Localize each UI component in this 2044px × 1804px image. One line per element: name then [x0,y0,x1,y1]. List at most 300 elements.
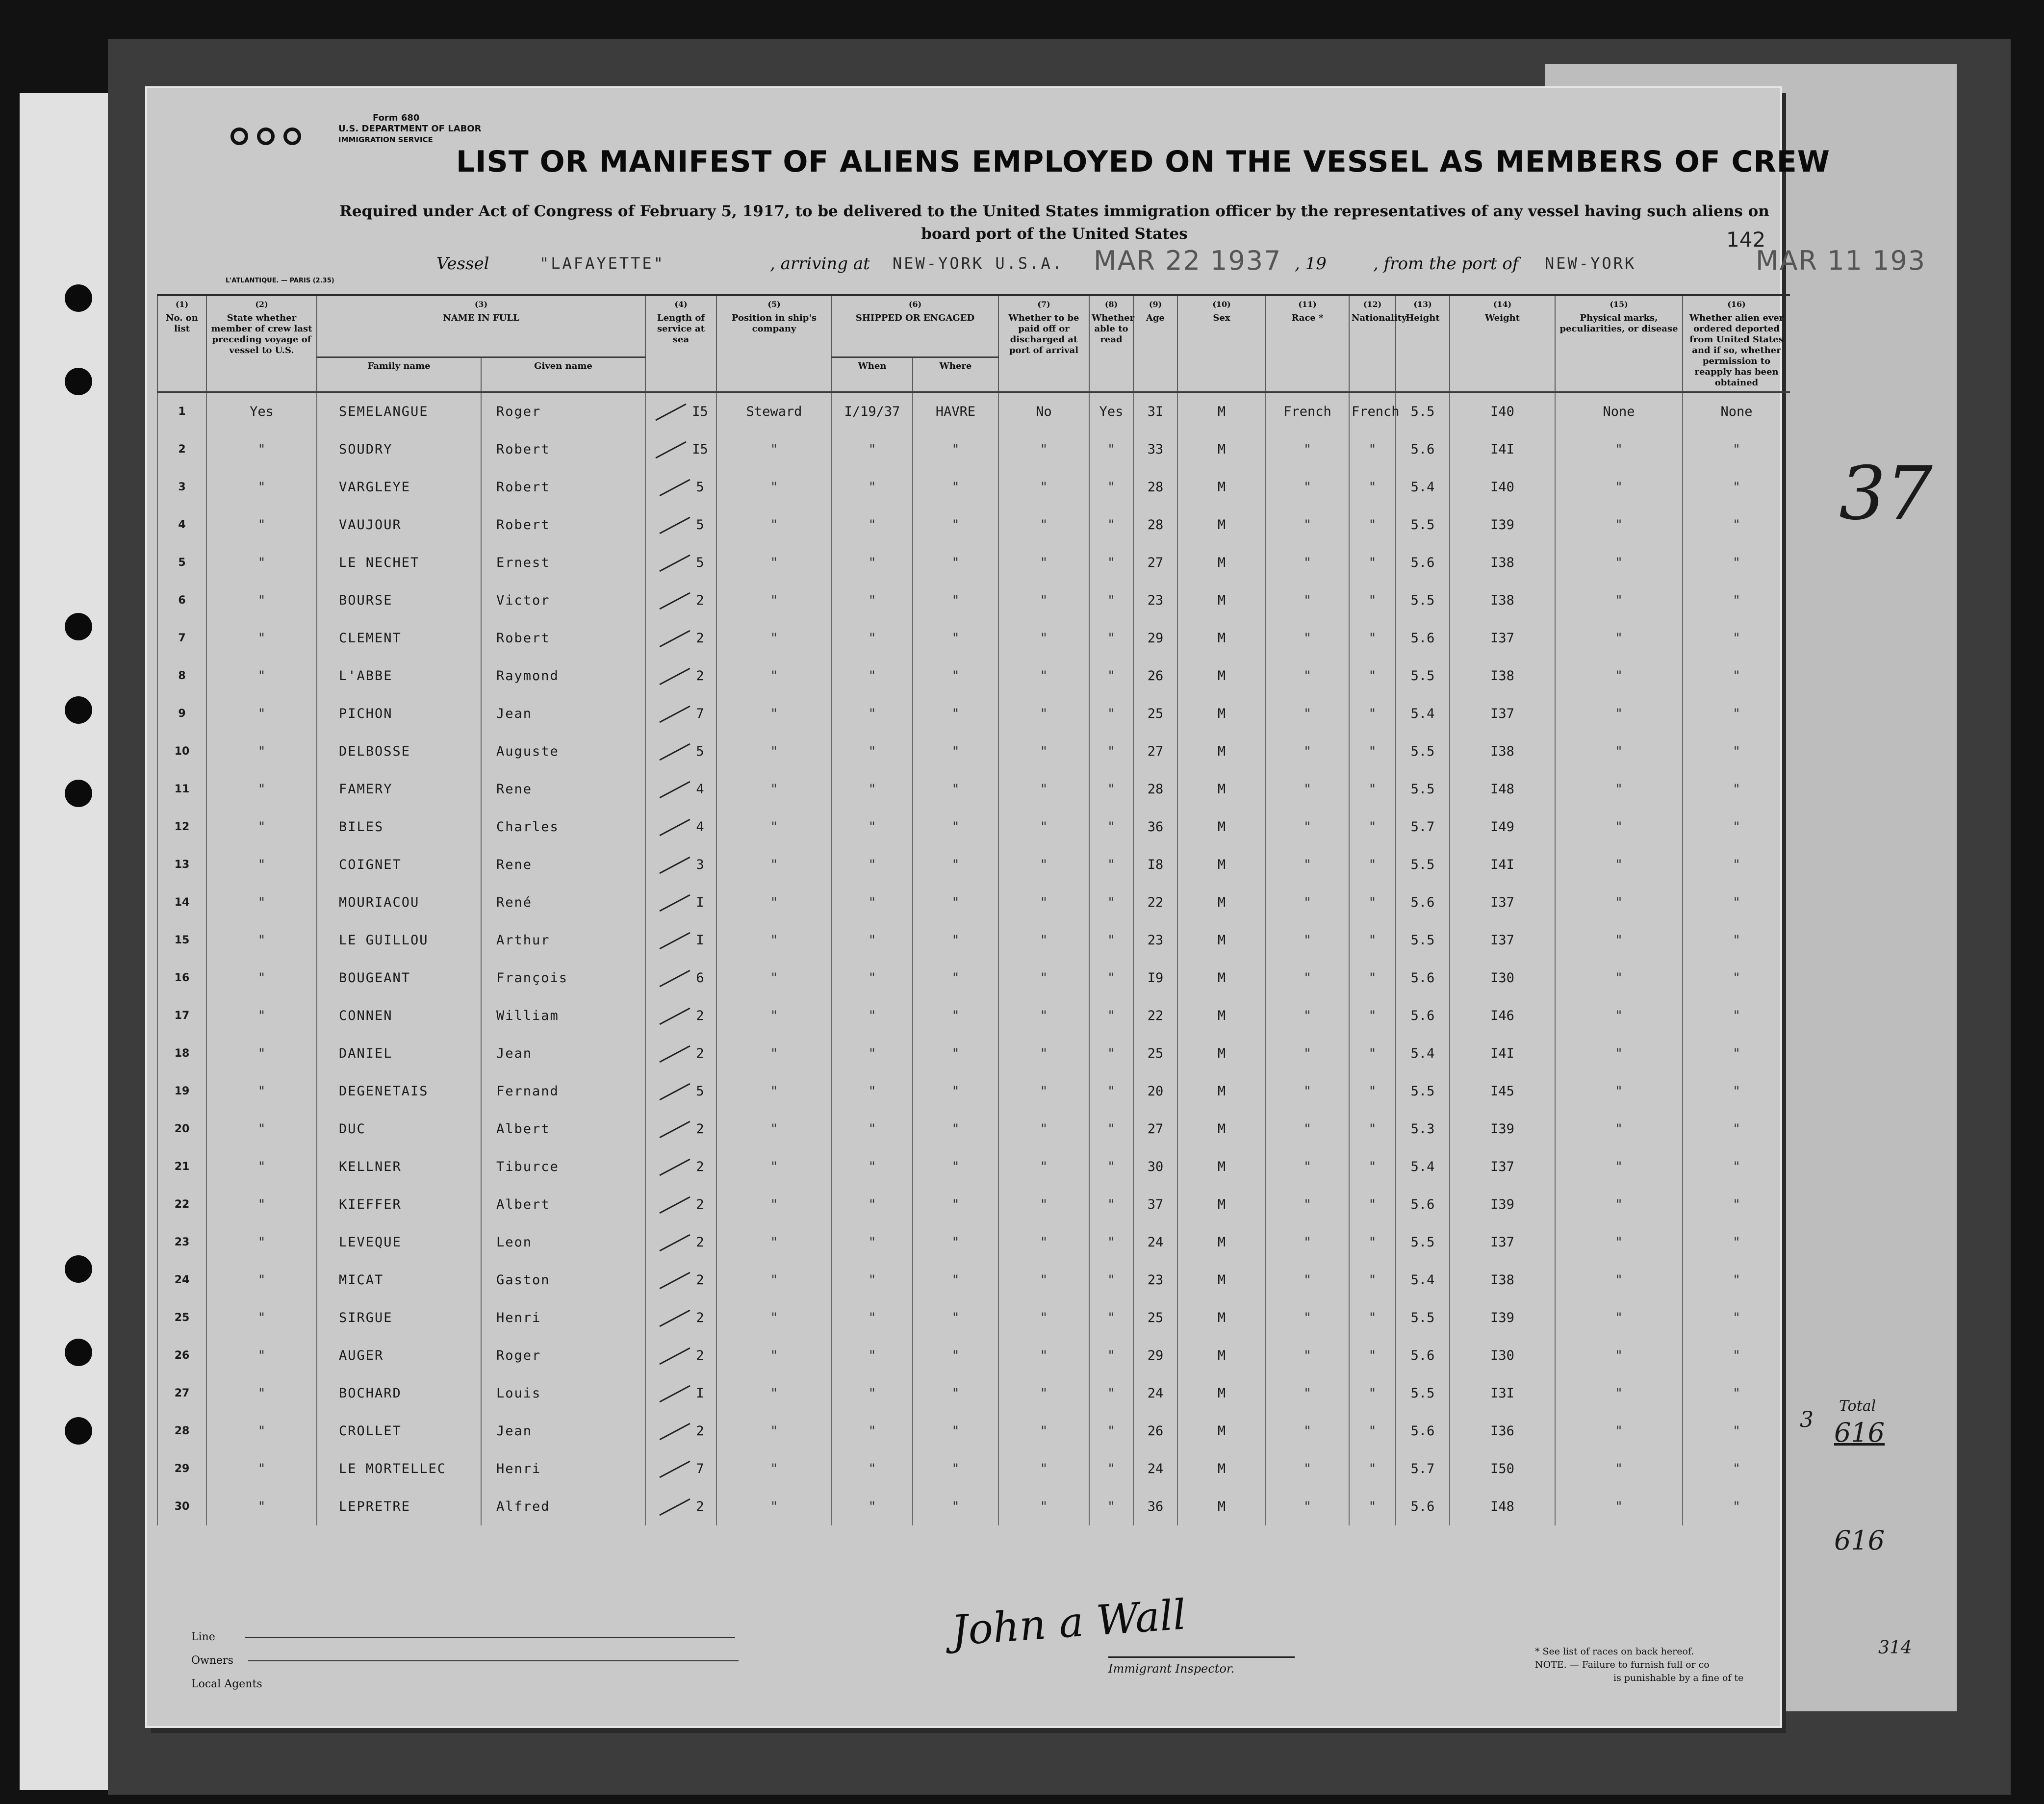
position-cell: " [716,1035,832,1072]
deported-cell: " [1683,1223,1790,1261]
shipped-where-cell: " [913,544,998,582]
weight-cell: I30 [1450,959,1555,997]
checkmark-icon [660,706,690,723]
age-cell: 37 [1133,1186,1177,1223]
physical-marks-cell: " [1555,997,1683,1035]
row-number: 9 [157,695,206,733]
checkmark-icon [660,630,690,648]
weight-cell: I4I [1450,431,1555,468]
paid-off-cell: " [998,1223,1089,1261]
physical-marks-cell: " [1555,1488,1683,1525]
family-name-cell: SEMELANGUE [317,392,481,431]
row-number: 29 [157,1450,206,1488]
family-name-cell: CLEMENT [317,619,481,657]
deported-cell: " [1683,1488,1790,1525]
shipped-when-cell: " [832,468,913,506]
shipped-when-cell: " [832,1488,913,1525]
shipped-where-cell: " [913,1374,998,1412]
weight-cell: I38 [1450,544,1555,582]
family-name-cell: LE NECHET [317,544,481,582]
previous-voyage-cell: " [206,959,317,997]
previous-voyage-cell: " [206,1261,317,1299]
family-name-cell: LEVEQUE [317,1223,481,1261]
height-cell: 5.5 [1396,1299,1450,1337]
height-cell: 5.7 [1396,1450,1450,1488]
height-cell: 5.4 [1396,695,1450,733]
punch-hole [65,1417,92,1445]
able-to-read-cell: " [1089,1450,1133,1488]
nationality-cell: " [1349,1110,1396,1148]
given-name-cell: William [481,997,645,1035]
service-length-value: 2 [696,1235,704,1250]
table-row [157,1072,1790,1110]
previous-voyage-cell: " [206,1450,317,1488]
row-number: 26 [157,1337,206,1374]
table-row [157,1223,1790,1261]
able-to-read-cell: " [1089,959,1133,997]
line-field: Line [191,1626,739,1649]
position-cell: " [716,1412,832,1450]
previous-voyage-cell: " [206,1488,317,1525]
table-row [157,619,1790,657]
nationality-cell: " [1349,1148,1396,1186]
age-cell: 28 [1133,506,1177,544]
height-cell: 5.5 [1396,1374,1450,1412]
sex-cell: M [1177,1450,1266,1488]
checkmark-icon [660,1461,690,1478]
able-to-read-cell: " [1089,1223,1133,1261]
col-where-header: Where [913,357,998,392]
punch-hole [65,1339,92,1366]
service-length-value: 2 [696,1423,704,1439]
paid-off-cell: " [998,997,1089,1035]
age-cell: I8 [1133,846,1177,884]
shipped-where-cell: " [913,1148,998,1186]
table-row [157,733,1790,770]
sex-cell: M [1177,1110,1266,1148]
service-length-value: 2 [696,1046,704,1061]
physical-marks-cell: " [1555,695,1683,733]
height-cell: 5.4 [1396,1148,1450,1186]
weight-cell: I50 [1450,1450,1555,1488]
previous-voyage-cell: " [206,1148,317,1186]
height-cell: 5.6 [1396,1186,1450,1223]
family-name-cell: COIGNET [317,846,481,884]
race-cell: " [1266,1223,1349,1261]
sex-cell: M [1177,1148,1266,1186]
col-sex-header: (10) Sex [1177,295,1266,392]
paid-off-cell: " [998,657,1089,695]
race-cell: " [1266,431,1349,468]
physical-marks-cell: " [1555,1072,1683,1110]
shipped-where-cell: " [913,1223,998,1261]
height-cell: 5.6 [1396,1412,1450,1450]
race-cell: " [1266,959,1349,997]
sex-cell: M [1177,544,1266,582]
deported-cell: " [1683,921,1790,959]
margin-note-big: 37 [1839,451,1933,536]
col-service-header: (4) Length of service at sea [645,295,716,392]
weight-cell: I4I [1450,1035,1555,1072]
service-length-cell [645,544,716,582]
race-cell: " [1266,1450,1349,1488]
nationality-cell: " [1349,695,1396,733]
service-length-cell [645,1488,716,1525]
age-cell: 25 [1133,1299,1177,1337]
row-number: 22 [157,1186,206,1223]
shipped-where-cell: " [913,1186,998,1223]
shipped-where-cell: " [913,619,998,657]
col-nationality-header: (12) Nationality [1349,295,1396,392]
race-cell: " [1266,657,1349,695]
printer-mark: L'ATLANTIQUE. — PARIS (2.35) [226,277,334,284]
service-length-cell [645,1223,716,1261]
physical-marks-cell: " [1555,1337,1683,1374]
able-to-read-cell: " [1089,468,1133,506]
service-length-value: 2 [696,1272,704,1288]
physical-marks-cell: " [1555,1186,1683,1223]
height-cell: 5.5 [1396,770,1450,808]
service-length-value: I [696,933,704,948]
shipped-where-cell: " [913,1035,998,1072]
shipped-where-cell: " [913,1412,998,1450]
weight-cell: I36 [1450,1412,1555,1450]
service-length-value: 7 [696,706,704,721]
table-row [157,1035,1790,1072]
paid-off-cell: " [998,959,1089,997]
sex-cell: M [1177,1186,1266,1223]
physical-marks-cell: " [1555,544,1683,582]
position-cell: " [716,506,832,544]
service-length-value: 4 [696,782,704,797]
physical-marks-cell: " [1555,468,1683,506]
service-length-cell [645,1261,716,1299]
weight-cell: I37 [1450,1223,1555,1261]
service-length-cell [645,921,716,959]
given-name-cell: Ernest [481,544,645,582]
checkmark-icon [660,1499,690,1516]
shipped-when-cell: " [832,770,913,808]
family-name-cell: MICAT [317,1261,481,1299]
weight-cell: I39 [1450,1110,1555,1148]
age-cell: 36 [1133,808,1177,846]
able-to-read-cell: " [1089,1261,1133,1299]
shipped-where-cell: " [913,1261,998,1299]
table-row [157,770,1790,808]
given-name-cell: Robert [481,468,645,506]
service-length-cell [645,1337,716,1374]
weight-cell: I40 [1450,468,1555,506]
service-length-value: I5 [692,442,708,457]
race-cell: " [1266,582,1349,619]
checkmark-icon [660,1121,690,1139]
checkmark-icon [656,404,687,421]
row-number: 7 [157,619,206,657]
service-length-cell [645,884,716,921]
height-cell: 5.4 [1396,468,1450,506]
physical-marks-cell: " [1555,921,1683,959]
age-cell: 26 [1133,1412,1177,1450]
race-cell: French [1266,392,1349,431]
previous-voyage-cell: " [206,1374,317,1412]
checkmark-icon [660,819,690,837]
col-weight-header: (14) Weight [1450,295,1555,392]
given-name-cell: Robert [481,431,645,468]
checkmark-icon [660,555,690,572]
able-to-read-cell: " [1089,733,1133,770]
service-length-cell [645,431,716,468]
checkmark-icon [660,894,690,912]
deported-cell: " [1683,1299,1790,1337]
row-number: 4 [157,506,206,544]
sex-cell: M [1177,582,1266,619]
age-cell: 25 [1133,1035,1177,1072]
age-cell: 3I [1133,392,1177,431]
service-length-value: 5 [696,555,704,570]
arriving-port: NEW-YORK U.S.A. [893,254,1064,273]
service-length-value: 2 [696,631,704,646]
given-name-cell: Roger [481,392,645,431]
col-race-header: (11) Race * [1266,295,1349,392]
penalty-note-cont: is punishable by a fine of te [1613,1673,1744,1683]
nationality-cell: " [1349,657,1396,695]
checkmark-icon [660,1310,690,1327]
deported-cell: " [1683,846,1790,884]
position-cell: " [716,846,832,884]
position-cell: " [716,657,832,695]
service-name: IMMIGRATION SERVICE [338,135,433,144]
age-cell: 25 [1133,695,1177,733]
weight-cell: I48 [1450,1488,1555,1525]
physical-marks-cell: " [1555,1261,1683,1299]
given-name-cell: Jean [481,1412,645,1450]
table-row [157,959,1790,997]
weight-cell: I39 [1450,1186,1555,1223]
table-row [157,808,1790,846]
sex-cell: M [1177,695,1266,733]
shipped-where-cell: " [913,808,998,846]
physical-marks-cell: " [1555,959,1683,997]
paid-off-cell: " [998,468,1089,506]
race-cell: " [1266,468,1349,506]
weight-cell: I38 [1450,657,1555,695]
paid-off-cell: " [998,544,1089,582]
position-cell: " [716,468,832,506]
sex-cell: M [1177,1412,1266,1450]
physical-marks-cell: " [1555,846,1683,884]
shipped-when-cell: " [832,1337,913,1374]
shipped-where-cell: " [913,1110,998,1148]
nationality-cell: " [1349,468,1396,506]
arriving-label: , arriving at [770,254,870,274]
height-cell: 5.5 [1396,582,1450,619]
previous-voyage-cell: " [206,619,317,657]
row-number: 17 [157,997,206,1035]
position-cell: " [716,431,832,468]
checkmark-icon [656,441,687,459]
service-length-value: 5 [696,1084,704,1099]
physical-marks-cell: " [1555,1450,1683,1488]
position-cell: " [716,1186,832,1223]
sex-cell: M [1177,1299,1266,1337]
punch-hole [65,696,92,724]
weight-cell: I4I [1450,846,1555,884]
race-cell: " [1266,1261,1349,1299]
margin-note-total-label: Total [1839,1397,1876,1415]
agent-lines [191,1626,739,1696]
col-height-header: (13) Height [1396,295,1450,392]
table-row [157,921,1790,959]
given-name-cell: Robert [481,506,645,544]
service-length-value: 3 [696,857,704,872]
weight-cell: I3I [1450,1374,1555,1412]
paid-off-cell: No [998,392,1089,431]
service-length-value: I [696,1386,704,1401]
age-cell: I9 [1133,959,1177,997]
height-cell: 5.6 [1396,959,1450,997]
race-cell: " [1266,1186,1349,1223]
table-row [157,1450,1790,1488]
shipped-when-cell: " [832,921,913,959]
table-row [157,695,1790,733]
shipped-where-cell: " [913,506,998,544]
given-name-cell: Auguste [481,733,645,770]
penalty-note: NOTE. — Failure to furnish full or co [1535,1659,1710,1670]
previous-voyage-cell: " [206,544,317,582]
previous-voyage-cell: " [206,846,317,884]
punch-hole [65,613,92,640]
physical-marks-cell: None [1555,392,1683,431]
family-name-cell: L'ABBE [317,657,481,695]
table-row [157,1412,1790,1450]
race-cell: " [1266,1110,1349,1148]
table-row [157,1488,1790,1525]
previous-voyage-cell: " [206,808,317,846]
family-name-cell: LE MORTELLEC [317,1450,481,1488]
shipped-where-cell: " [913,959,998,997]
race-cell: " [1266,1035,1349,1072]
position-cell: " [716,1337,832,1374]
nationality-cell: " [1349,619,1396,657]
deported-cell: " [1683,1110,1790,1148]
paid-off-cell: " [998,1450,1089,1488]
paid-off-cell: " [998,808,1089,846]
able-to-read-cell: " [1089,884,1133,921]
header-row [157,295,1790,357]
able-to-read-cell: " [1089,1374,1133,1412]
previous-voyage-cell: " [206,1035,317,1072]
row-number: 18 [157,1035,206,1072]
checkmark-icon [660,479,690,497]
checkmark-icon [660,517,690,534]
shipped-where-cell: " [913,846,998,884]
paid-off-cell: " [998,846,1089,884]
given-name-cell: Tiburce [481,1148,645,1186]
physical-marks-cell: " [1555,884,1683,921]
previous-voyage-cell: " [206,1299,317,1337]
paid-off-cell: " [998,733,1089,770]
service-length-value: 4 [696,819,704,835]
sex-cell: M [1177,1035,1266,1072]
deported-cell: " [1683,808,1790,846]
nationality-cell: " [1349,1223,1396,1261]
height-cell: 5.5 [1396,392,1450,431]
paid-off-cell: " [998,1072,1089,1110]
row-number: 15 [157,921,206,959]
service-length-cell [645,1148,716,1186]
previous-voyage-cell: " [206,884,317,921]
weight-cell: I49 [1450,808,1555,846]
able-to-read-cell: " [1089,506,1133,544]
shipped-where-cell: " [913,884,998,921]
previous-voyage-cell: " [206,1110,317,1148]
weight-cell: I48 [1450,770,1555,808]
deported-cell: " [1683,884,1790,921]
position-cell: Steward [716,392,832,431]
checkmark-icon [660,1423,690,1441]
deported-cell: " [1683,1035,1790,1072]
given-name-cell: Jean [481,695,645,733]
race-cell: " [1266,1072,1349,1110]
age-cell: 24 [1133,1223,1177,1261]
position-cell: " [716,733,832,770]
paid-off-cell: " [998,1412,1089,1450]
service-length-value: 2 [696,668,704,684]
shipped-when-cell: " [832,506,913,544]
height-cell: 5.6 [1396,431,1450,468]
race-cell: " [1266,619,1349,657]
previous-voyage-cell: " [206,921,317,959]
shipped-where-cell: " [913,1299,998,1337]
shipped-where-cell: " [913,1488,998,1525]
row-number: 8 [157,657,206,695]
weight-cell: I38 [1450,582,1555,619]
given-name-cell: Raymond [481,657,645,695]
race-cell: " [1266,997,1349,1035]
year-label: , 19 [1295,254,1327,274]
height-cell: 5.4 [1396,1035,1450,1072]
margin-note-total1: 616 [1834,1417,1885,1448]
nationality-cell: French [1349,392,1396,431]
deported-cell: " [1683,1450,1790,1488]
paid-off-cell: " [998,1299,1089,1337]
physical-marks-cell: " [1555,1223,1683,1261]
sex-cell: M [1177,997,1266,1035]
sex-cell: M [1177,392,1266,431]
service-length-cell [645,506,716,544]
race-cell: " [1266,733,1349,770]
service-length-value: 2 [696,1008,704,1023]
vessel-line [436,228,1926,284]
owners-field: Owners [191,1649,739,1673]
row-number: 13 [157,846,206,884]
position-cell: " [716,1450,832,1488]
paid-off-cell: " [998,431,1089,468]
row-number: 16 [157,959,206,997]
height-cell: 5.5 [1396,1223,1450,1261]
deported-cell: " [1683,695,1790,733]
sex-cell: M [1177,1488,1266,1525]
family-name-cell: DEGENETAIS [317,1072,481,1110]
row-number: 30 [157,1488,206,1525]
physical-marks-cell: " [1555,1299,1683,1337]
nationality-cell: " [1349,506,1396,544]
shipped-when-cell: " [832,733,913,770]
family-name-cell: CONNEN [317,997,481,1035]
shipped-where-cell: " [913,431,998,468]
shipped-when-cell: " [832,1450,913,1488]
given-name-cell: Rene [481,770,645,808]
